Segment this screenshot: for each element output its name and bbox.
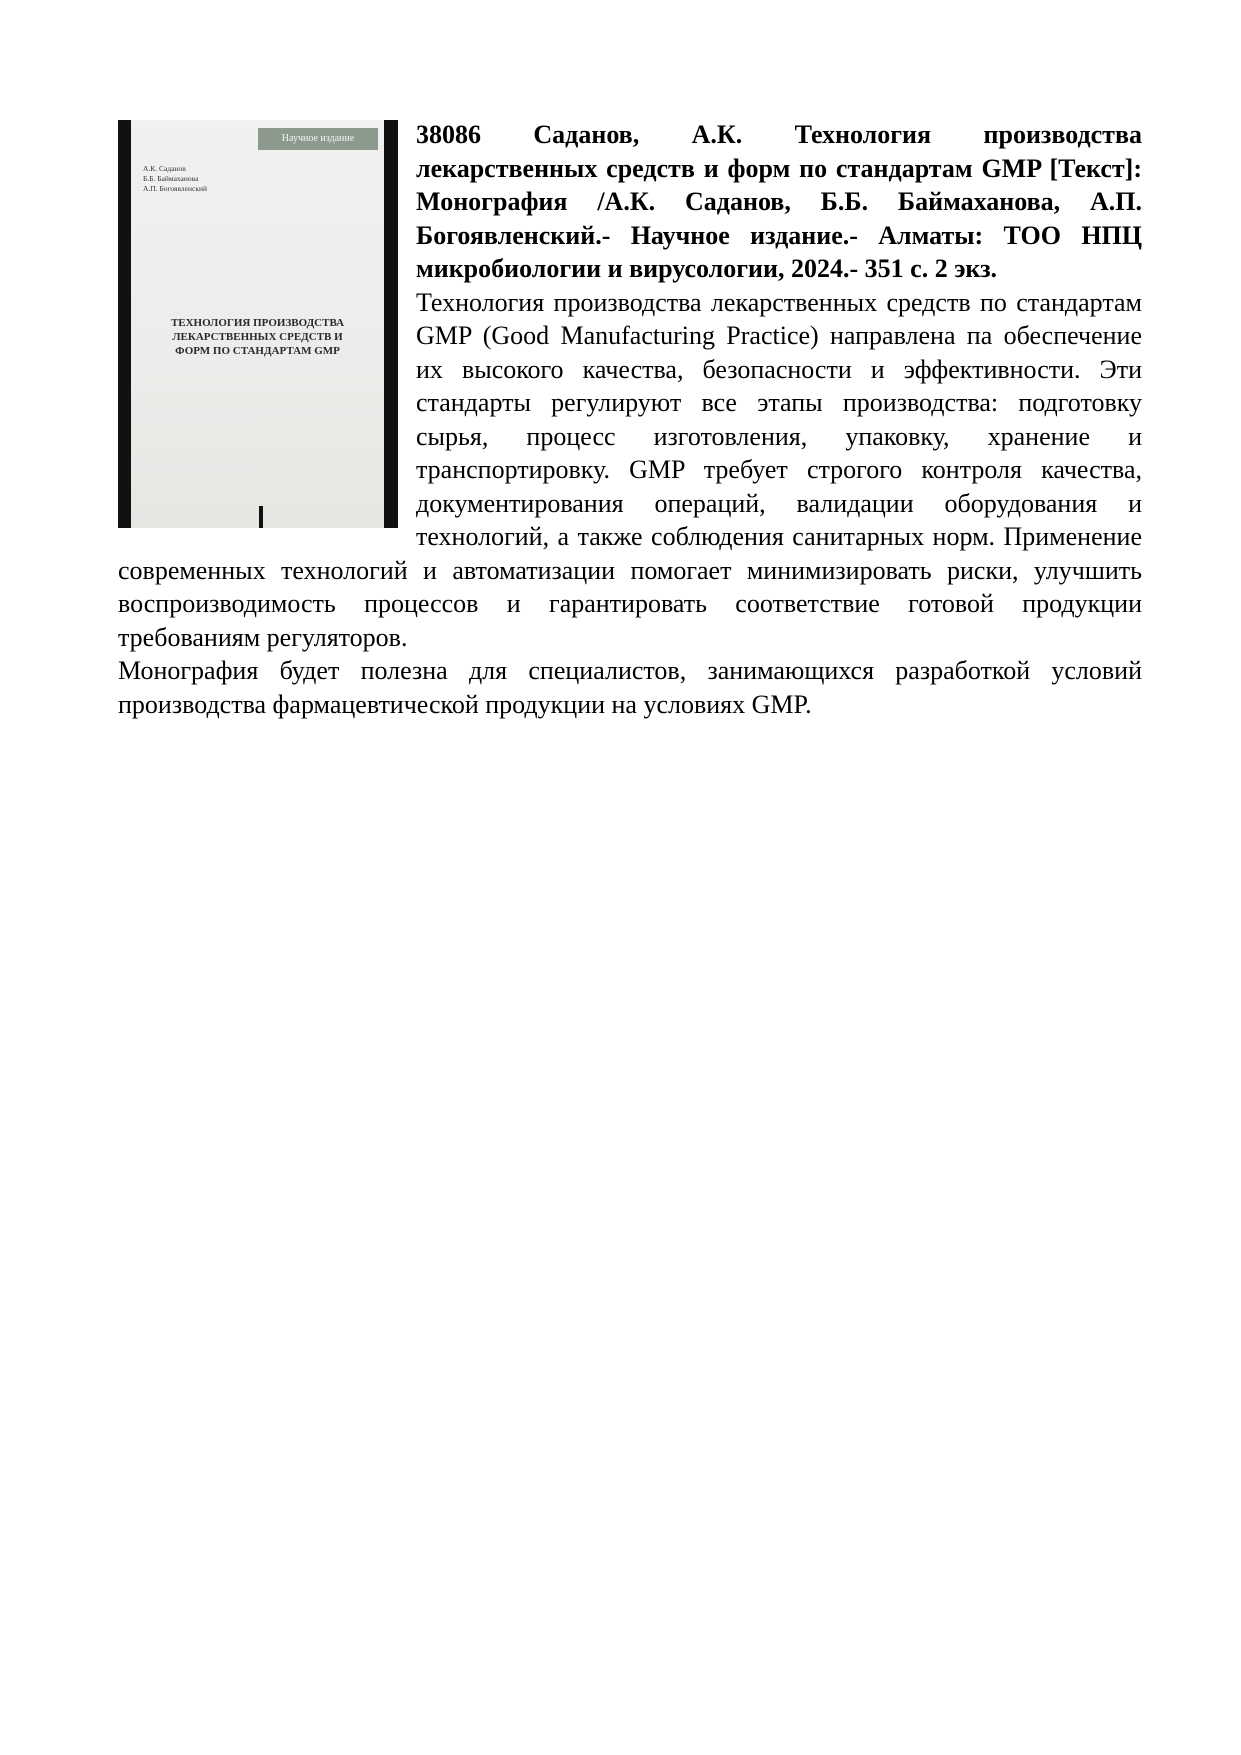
cover-badge: Научное издание (258, 128, 378, 150)
cover-author: Б.Б. Баймаханова (143, 174, 199, 183)
cover-author: А.К. Саданов (143, 164, 186, 173)
cover-author: А.П. Богоявленский (143, 184, 207, 193)
cover-title-line: ЛЕКАРСТВЕННЫХ СРЕДСТВ И (172, 331, 343, 343)
cover-title-line: ФОРМ ПО СТАНДАРТАМ GMP (175, 345, 340, 357)
cover-title-line: ТЕХНОЛОГИЯ ПРОИЗВОДСТВА (170, 317, 345, 329)
cover-spine-mark (259, 506, 263, 528)
cover-authors (143, 164, 207, 194)
book-cover-image (118, 120, 398, 528)
annotation-paragraph: Технология производства лекарственных средств по стандартам GMP (Good Manufacturing Practice) направлена па обеспечение их высокого качества, безопасности и эффективности. Эти стандарты регулируют все этапы производства: подготовку сырья, процесс изготовления, упаковку, хранение и транспортировку. GMP требует строгого контроля качества, документирования операций, валидации оборудования и технологий, а также соблюдения санитарных норм. Применение современных технологий и автоматизации помогает минимизировать риски, улучшить воспроизводимость процессов и гарантировать соответствие готовой продукции требованиям регуляторов. (118, 287, 1142, 652)
bibliographic-record: 38086 Саданов, А.К. Технология производства лекарственных средств и форм по стандартам GMP [Текст]: Монография /А.К. Саданов, Б.Б. Баймаханова, А.П. Богоявленский.- Научное издание.- Алматы: ТОО НПЦ микробиологии и вирусологии, 2024.- 351 с. 2 экз. (416, 120, 1142, 283)
book-cover-face (131, 120, 384, 528)
cover-title (141, 316, 374, 358)
audience-paragraph: Монография будет полезна для специалистов, занимающихся разработкой условий производства фармацевтической продукции на условиях GMP. (118, 656, 1142, 719)
document-page (118, 118, 1142, 721)
